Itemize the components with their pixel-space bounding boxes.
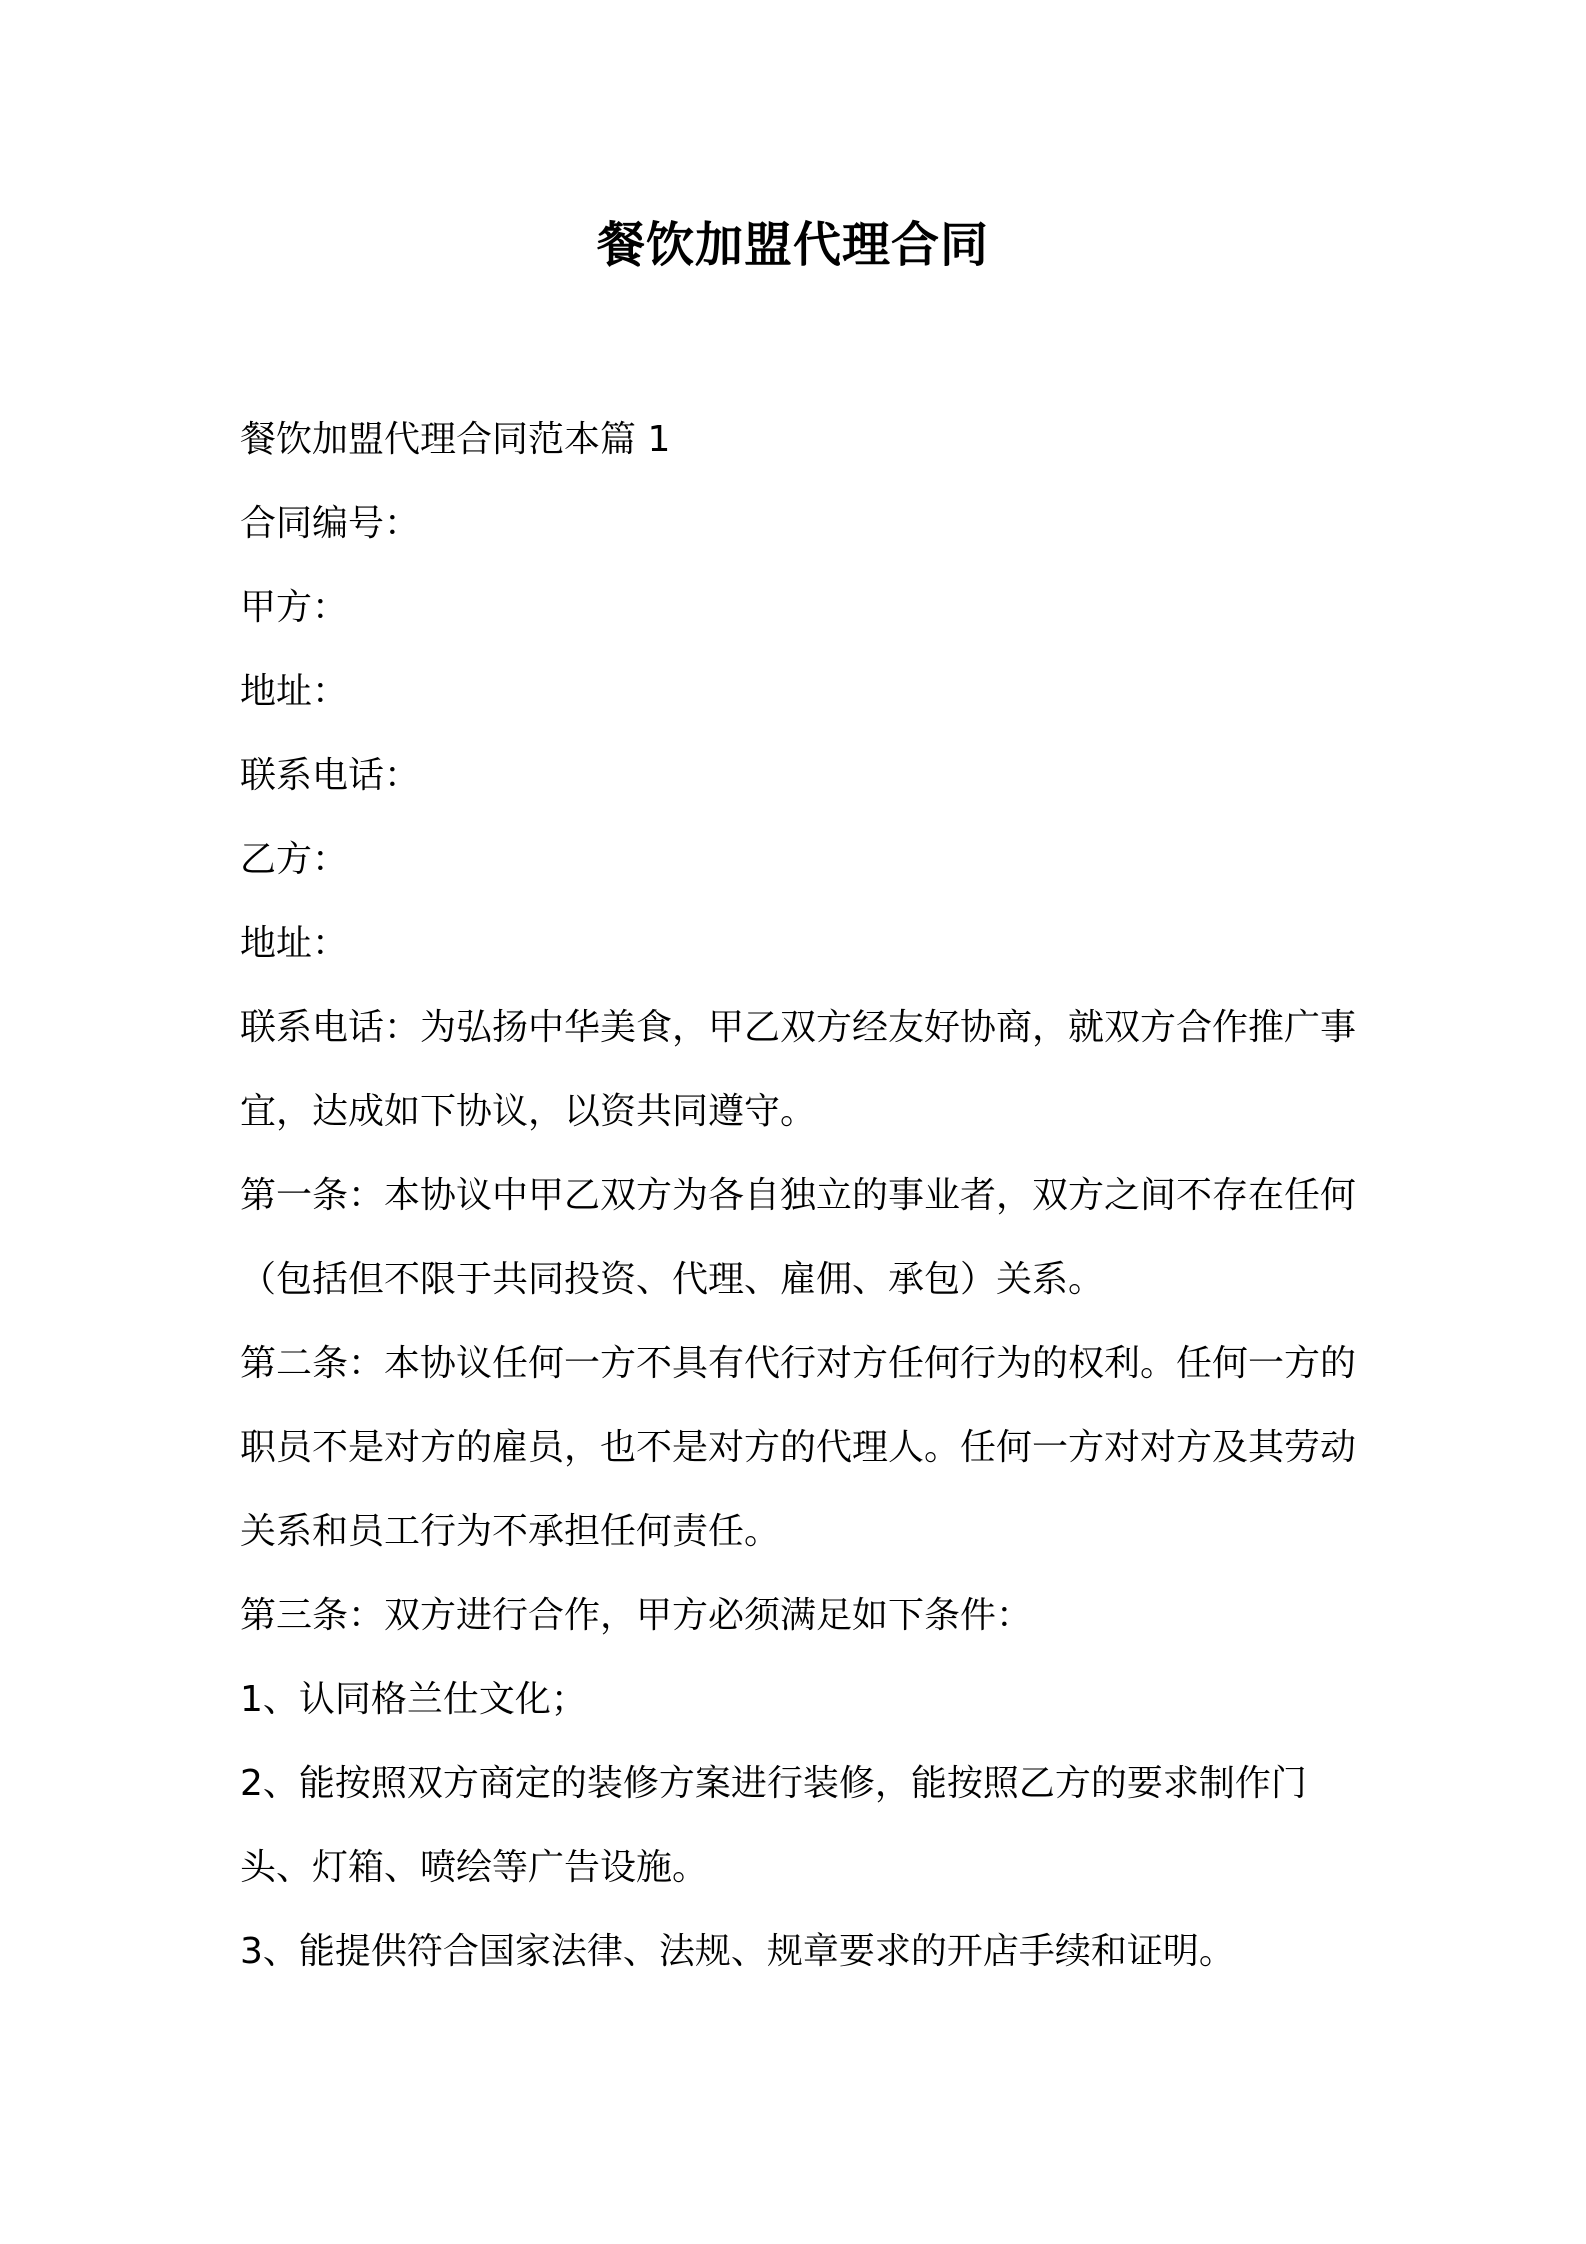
condition-1: 1、认同格兰仕文化； [240,1679,587,1720]
article-2: 第二条：本协议任何一方不具有代行对方任何行为的权利。任何一方的职员不是对方的雇员，也不是对方的代理人。任何一方对对方及其劳动关系和员工行为不承担任何责任。 [240,1343,1357,1552]
document-title: 餐饮加盟代理合同 [596,217,989,273]
party-b-phone-and-preamble: 联系电话：为弘扬中华美食，甲乙双方经友好协商，就双方合作推广事宜，达成如下协议，以资共同遵守。 [240,1007,1357,1132]
document-body [240,398,1360,1994]
article-1: 第一条：本协议中甲乙双方为各自独立的事业者，双方之间不存在任何（包括但不限于共同投资、代理、雇佣、承包）关系。 [240,1175,1357,1300]
condition-2: 2、能按照双方商定的装修方案进行装修，能按照乙方的要求制作门头、灯箱、喷绘等广告设施。 [240,1763,1307,1888]
section-heading: 餐饮加盟代理合同范本篇 1 [240,419,671,460]
party-a-phone-field: 联系电话： [240,755,421,796]
condition-3: 3、能提供符合国家法律、法规、规章要求的开店手续和证明。 [240,1931,1235,1972]
party-b-field: 乙方： [240,839,349,880]
party-a-field: 甲方： [240,587,349,628]
article-3: 第三条：双方进行合作，甲方必须满足如下条件： [240,1595,1033,1636]
contract-number-field: 合同编号： [240,503,421,544]
party-b-address-field: 地址： [240,923,349,964]
party-a-address-field: 地址： [240,671,349,712]
